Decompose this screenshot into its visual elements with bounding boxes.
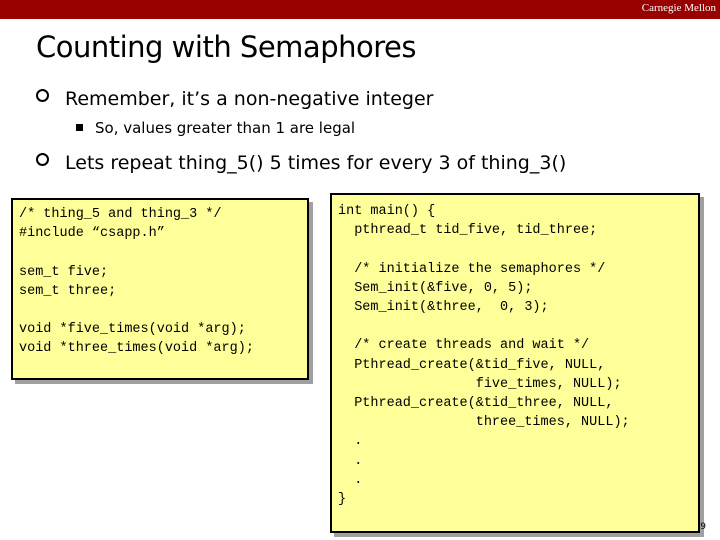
code-line: pthread_t tid_five, tid_three; bbox=[338, 223, 598, 239]
code-line: three_times, NULL); bbox=[338, 415, 630, 431]
header-bar bbox=[0, 0, 720, 19]
code-box-declarations bbox=[11, 198, 309, 380]
sub-bullet-1 bbox=[76, 119, 355, 137]
code-block-main bbox=[338, 202, 630, 509]
code-line: } bbox=[338, 492, 347, 508]
page-number: 9 bbox=[700, 522, 706, 532]
code-line: /* thing_5 and thing_3 */ bbox=[19, 207, 222, 222]
code-box-main bbox=[330, 193, 700, 533]
bullet-2 bbox=[36, 152, 566, 174]
code-line: . bbox=[338, 434, 363, 450]
bullet-2-text: Lets repeat thing_5() 5 times for every 3 of thing_3() bbox=[65, 152, 567, 174]
code-line: void *five_times(void *arg); bbox=[19, 322, 246, 338]
code-line: /* create threads and wait */ bbox=[338, 338, 590, 354]
bullet-1 bbox=[36, 88, 434, 110]
code-line: . bbox=[338, 472, 363, 488]
circle-bullet-icon bbox=[36, 153, 49, 166]
code-line: void *three_times(void *arg); bbox=[19, 341, 254, 357]
code-line: Pthread_create(&tid_three, NULL, bbox=[338, 396, 614, 412]
code-line: five_times, NULL); bbox=[338, 376, 622, 392]
code-block-declarations bbox=[19, 205, 254, 359]
slide-title: Counting with Semaphores bbox=[36, 30, 416, 64]
code-line: . bbox=[338, 453, 363, 469]
square-bullet-icon bbox=[76, 124, 83, 131]
circle-bullet-icon bbox=[36, 89, 49, 102]
code-line: int main() { bbox=[338, 204, 436, 219]
bullet-1-text: Remember, it’s a non-negative integer bbox=[65, 88, 434, 110]
code-line: /* initialize the semaphores */ bbox=[338, 261, 606, 277]
code-line: Sem_init(&five, 0, 5); bbox=[338, 280, 533, 296]
code-line: sem_t three; bbox=[19, 283, 117, 299]
sub-bullet-1-text: So, values greater than 1 are legal bbox=[95, 119, 356, 137]
code-line: sem_t five; bbox=[19, 264, 109, 280]
code-line: Pthread_create(&tid_five, NULL, bbox=[338, 357, 606, 373]
code-line: Sem_init(&three, 0, 3); bbox=[338, 300, 549, 316]
brand-label: Carnegie Mellon bbox=[641, 2, 716, 14]
code-line: #include “csapp.h” bbox=[19, 226, 165, 242]
